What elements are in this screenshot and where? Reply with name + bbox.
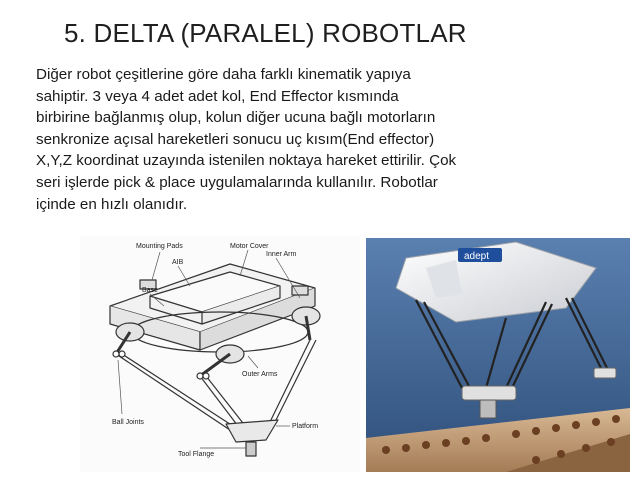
label-tool-flange: Tool Flange xyxy=(178,451,215,458)
body-line: sahiptir. 3 veya 4 adet adet kol, End Effector kısmında xyxy=(36,87,399,105)
label-base: Base xyxy=(142,287,158,294)
body-line: Diğer robot çeşitlerine göre daha farklı kinematik yapıya xyxy=(36,66,411,83)
body-line: seri işlerde pick & place uygulamalarında kullanılır. Robotlar xyxy=(36,173,438,191)
label-ball-joints: Ball Joints xyxy=(112,419,144,426)
delta-robot-drawing xyxy=(80,236,360,472)
delta-robot-photo-art xyxy=(366,238,630,472)
label-platform: Platform xyxy=(292,423,319,430)
body-line: birbirine bağlanmış olup, kolun diğer ucuna bağlı motorların xyxy=(36,109,436,127)
delta-robot-diagram xyxy=(80,236,360,472)
body-line: içinde en hızlı olanıdır. xyxy=(36,195,188,213)
body-line: senkronize açısal hareketleri sonucu uç kısım(End effector) xyxy=(36,130,435,148)
slide-title: 5. DELTA (PARALEL) ROBOTLAR xyxy=(64,18,467,48)
body-line: X,Y,Z koordinat uzayında istenilen noktaya hareket ettirilir. Çok xyxy=(36,152,457,170)
label-outer-arms: Outer Arms xyxy=(242,371,278,378)
slide-body-text xyxy=(36,64,596,215)
label-aib: AIB xyxy=(172,259,184,266)
label-motor-cover: Motor Cover xyxy=(230,243,269,250)
label-mounting-pads: Mounting Pads xyxy=(136,243,183,250)
label-inner-arm: Inner Arm xyxy=(266,251,297,258)
brand-text: adept xyxy=(464,251,490,262)
delta-robot-photo xyxy=(366,238,630,472)
